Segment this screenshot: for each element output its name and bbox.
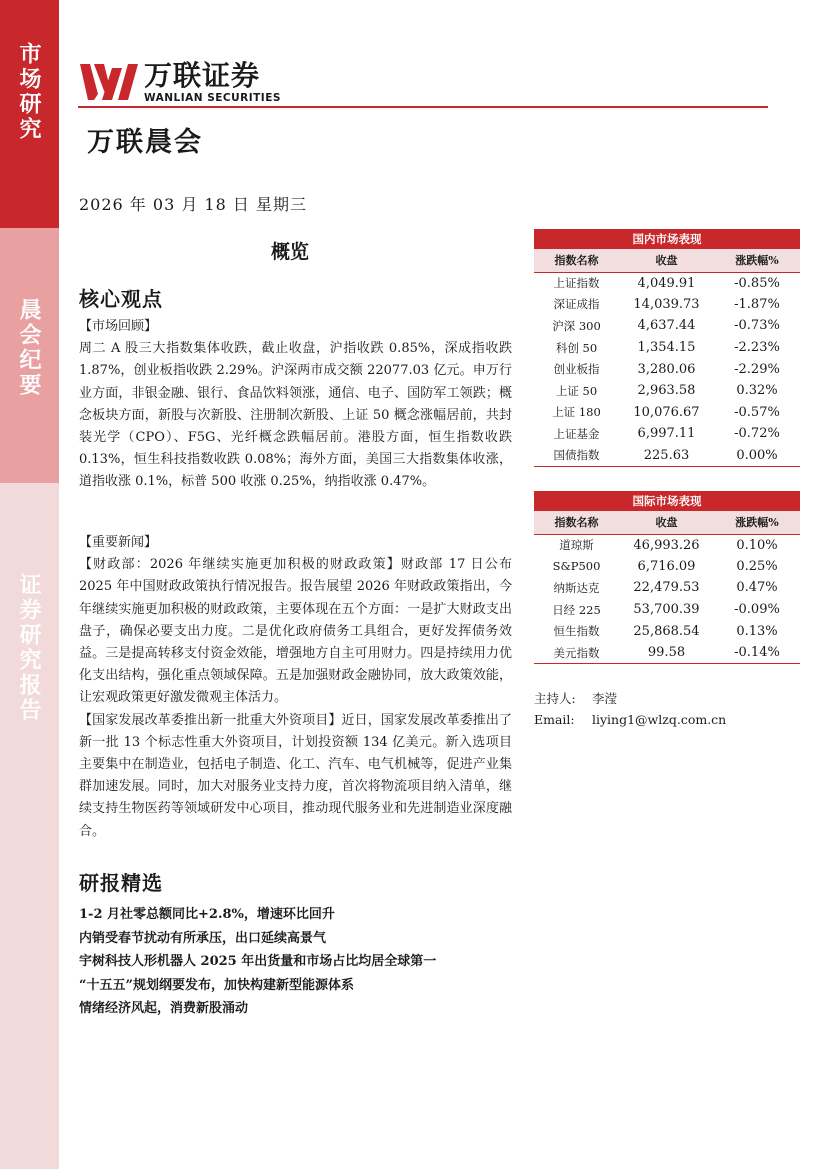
news-block xyxy=(79,532,512,843)
table-row xyxy=(534,402,800,424)
index-change: 0.25% xyxy=(736,558,778,574)
wanlian-logo-icon xyxy=(80,60,138,104)
index-change: -0.72% xyxy=(734,426,780,442)
index-change: -0.85% xyxy=(734,275,780,291)
news-title: 【国家发展改革委推出新一批重大外资项目】 xyxy=(79,712,342,728)
index-close: 14,039.73 xyxy=(633,296,700,312)
index-name: 纳斯达克 xyxy=(553,580,600,595)
index-change: 0.00% xyxy=(714,445,800,467)
index-name: 道琼斯 xyxy=(559,538,594,553)
news-item xyxy=(79,710,512,843)
index-close: 3,280.06 xyxy=(637,361,696,377)
index-close: 225.63 xyxy=(619,445,714,467)
index-name: 创业板指 xyxy=(553,362,600,377)
index-close: 10,076.67 xyxy=(633,404,700,420)
column-header: 收盘 xyxy=(619,249,714,272)
table-row xyxy=(534,620,800,642)
index-change: -0.09% xyxy=(734,602,780,618)
header-divider xyxy=(78,106,768,108)
sidebar-section-morning-meeting xyxy=(0,228,59,483)
index-name: 沪深 300 xyxy=(552,318,601,333)
index-close: 25,868.54 xyxy=(633,623,700,639)
index-name: S&P500 xyxy=(552,559,601,574)
index-close: 6,716.09 xyxy=(637,558,696,574)
sidebar xyxy=(0,0,59,1169)
index-close: 1,354.15 xyxy=(637,340,696,356)
index-name: 国债指数 xyxy=(534,445,619,467)
table-row xyxy=(534,599,800,621)
host-line xyxy=(534,689,617,707)
index-change: 0.47% xyxy=(736,580,778,596)
sidebar-section-market-research xyxy=(0,0,59,228)
news-item xyxy=(79,554,512,709)
column-header: 涨跌幅% xyxy=(714,511,800,534)
research-pick-item[interactable]: “十五五”规划纲要发布，加快构建新型能源体系 xyxy=(79,977,354,993)
sidebar-label: 晨会纪要 xyxy=(16,298,42,398)
news-body: 财政部 17 日公布 2025 年中国财政政策执行情况报告。报告展望 2026 年财政政策指出，今年继续实施更加积极的财政政策，主要体现在五个方面：一是扩大财政支出盘子，确保必要支出力度。二是优化政府债务工具组合，更好发挥债务效益。三是提高转移支付资金效能，增强地方自主可用财力。四是持续用力优化支出结构，强化重点领域保障。五是加强财政金融协同，放大政策效能，让宏观政策更好激发微观主体活力。 xyxy=(79,557,513,706)
table-row xyxy=(534,337,800,359)
table-row xyxy=(534,423,800,445)
sidebar-section-research-report xyxy=(0,483,59,1169)
table-row xyxy=(534,358,800,380)
market-review-text: 周二 A 股三大指数集体收跌，截止收盘，沪指收跌 0.85%，深成指收跌 1.87%，创业板指收跌 2.29%。沪深两市成交额 22077.03 亿元。申万行业方面，非银金融、银行、食品饮料领涨，通信、电子、国防军工领跌；概念板块方面，新股与次新股、注册制次新股、上证 50 概念涨幅居前，共封装光学（CPO）、F5G、光纤概念跌幅居前。港股方面，恒生指数收跌 0.13%，恒生科技指数收跌 0.08%；海外方面，美国三大指数集体收涨，道指收涨 0.1%，标普 500 收涨 0.25%，纳指收涨 0.47%。 xyxy=(79,341,512,490)
email-line xyxy=(534,712,726,727)
research-pick-item[interactable]: 宇树科技人形机器人 2025 年出货量和市场占比均居全球第一 xyxy=(79,954,437,969)
domestic-market-table xyxy=(534,229,800,467)
overview-heading: 概览 xyxy=(271,241,310,263)
email-address[interactable]: liying1@wlzq.com.cn xyxy=(592,712,727,727)
table-row xyxy=(534,445,800,467)
index-change: -0.73% xyxy=(734,318,780,334)
index-close: 99.58 xyxy=(619,642,714,664)
index-name: 美元指数 xyxy=(534,642,619,664)
news-tag: 【重要新闻】 xyxy=(79,535,158,550)
table-row xyxy=(534,556,800,578)
index-change: 0.32% xyxy=(736,383,778,399)
index-name: 科创 50 xyxy=(555,340,598,355)
market-review-tag: 【市场回顾】 xyxy=(79,319,158,334)
index-change: 0.10% xyxy=(736,537,778,553)
index-close: 4,637.44 xyxy=(637,318,696,334)
company-logo xyxy=(80,60,281,104)
index-name: 上证 180 xyxy=(552,405,601,420)
table-caption: 国际市场表现 xyxy=(534,491,800,511)
research-picks-list xyxy=(79,903,436,1021)
logo-name-en: WANLIAN SECURITIES xyxy=(144,91,281,104)
market-review-block xyxy=(79,316,512,494)
index-name: 日经 225 xyxy=(552,602,601,617)
table-row xyxy=(534,380,800,402)
research-pick-item[interactable]: 内销受春节扰动有所承压，出口延续高景气 xyxy=(79,930,327,946)
index-change: -1.87% xyxy=(734,296,780,312)
index-close: 46,993.26 xyxy=(633,537,700,553)
table-row xyxy=(534,534,800,556)
index-change: -2.23% xyxy=(734,340,780,356)
table-caption: 国内市场表现 xyxy=(534,229,800,249)
index-change: -2.29% xyxy=(734,361,780,377)
email-label: Email: xyxy=(534,712,575,727)
table-row xyxy=(534,315,800,337)
index-change: -0.57% xyxy=(734,404,780,420)
research-pick-item[interactable]: 1-2 月社零总额同比+2.8%，增速环比回升 xyxy=(79,907,335,922)
index-name: 上证基金 xyxy=(553,426,600,441)
index-close: 4,049.91 xyxy=(637,275,696,291)
table-header-row xyxy=(534,511,800,534)
table-header-row xyxy=(534,249,800,272)
sidebar-label: 证券研究报告 xyxy=(16,573,42,723)
index-name: 深证成指 xyxy=(553,297,600,312)
host-name: 李滢 xyxy=(592,691,618,706)
column-header: 收盘 xyxy=(619,511,714,534)
index-change: -0.14% xyxy=(714,642,800,664)
table-row xyxy=(534,272,800,294)
index-name: 上证指数 xyxy=(553,276,600,291)
news-title: 【财政部：2026 年继续实施更加积极的财政政策】 xyxy=(79,557,401,573)
document-title: 万联晨会 xyxy=(87,127,203,158)
research-picks-heading: 研报精选 xyxy=(79,871,163,895)
logo-name-cn: 万联证券 xyxy=(144,58,261,92)
document-date: 2026 年 03 月 18 日 星期三 xyxy=(79,195,307,214)
index-close: 53,700.39 xyxy=(633,602,700,618)
index-name: 恒生指数 xyxy=(553,624,600,639)
core-view-heading: 核心观点 xyxy=(79,287,163,311)
index-close: 2,963.58 xyxy=(637,383,696,399)
news-body: 近日，国家发展改革委推出了新一批 13 个标志性重大外资项目，计划投资额 134 亿美元。新入选项目主要集中在制造业，包括电子制造、化工、汽车、电气机械等，促进产业集群加速发展。同时，加大对服务业支持力度，首次将物流项目纳入清单，继续支持生物医药等领域研发中心项目，推动现代服务业和先进制造业深度融合。 xyxy=(79,712,512,839)
host-label: 主持人: xyxy=(534,691,576,706)
research-pick-item[interactable]: 情绪经济风起，消费新股涌动 xyxy=(79,1001,249,1016)
index-close: 22,479.53 xyxy=(633,580,700,596)
international-market-table xyxy=(534,491,800,664)
index-name: 上证 50 xyxy=(555,383,598,398)
column-header: 指数名称 xyxy=(534,249,619,272)
column-header: 指数名称 xyxy=(534,511,619,534)
index-change: 0.13% xyxy=(736,623,778,639)
table-row xyxy=(534,294,800,316)
index-close: 6,997.11 xyxy=(637,426,696,442)
table-row xyxy=(534,642,800,664)
table-row xyxy=(534,577,800,599)
column-header: 涨跌幅% xyxy=(714,249,800,272)
sidebar-label: 市场研究 xyxy=(16,42,42,142)
